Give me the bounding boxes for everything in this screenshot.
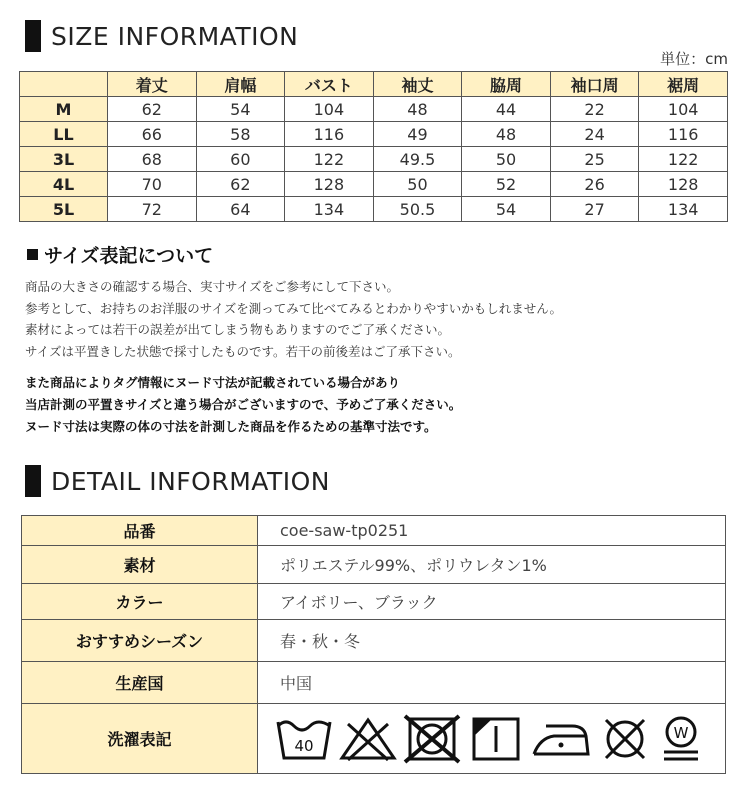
detail-label: 品番 <box>22 516 258 546</box>
size-row-label: LL <box>20 122 108 147</box>
table-cell: 54 <box>196 97 285 122</box>
note-line: サイズは平置きした状態で採寸したものです。若干の前後差はご了承下さい。 <box>25 343 461 359</box>
table-cell: 128 <box>639 172 728 197</box>
detail-value: coe-saw-tp0251 <box>258 516 726 546</box>
table-cell: 22 <box>550 97 639 122</box>
table-cell: 72 <box>108 197 197 222</box>
table-cell: 64 <box>196 197 285 222</box>
column-header: 裾周 <box>639 72 728 97</box>
table-row <box>22 584 726 620</box>
table-row <box>22 620 726 662</box>
warning-line: ヌード寸法は実際の体の寸法を計測した商品を作るための基準寸法です。 <box>25 419 437 434</box>
size-notes-title <box>27 241 213 268</box>
table-cell: 24 <box>550 122 639 147</box>
table-cell: 27 <box>550 197 639 222</box>
table-cell: 66 <box>108 122 197 147</box>
size-notes <box>25 276 562 362</box>
table-cell: 52 <box>462 172 551 197</box>
detail-label: 素材 <box>22 546 258 584</box>
table-cell: 116 <box>639 122 728 147</box>
wash-40-icon <box>274 714 334 764</box>
table-cell: 116 <box>285 122 374 147</box>
wet-clean-letter: W <box>673 723 689 742</box>
table-row <box>20 147 728 172</box>
detail-value: アイボリー、ブラック <box>258 584 726 620</box>
table-cell: 70 <box>108 172 197 197</box>
unit-label: 単位：cm <box>660 50 728 68</box>
table-cell: 62 <box>108 97 197 122</box>
column-header: 肩幅 <box>196 72 285 97</box>
section-marker <box>25 465 41 497</box>
table-cell: 50 <box>462 147 551 172</box>
column-header: バスト <box>285 72 374 97</box>
note-line: 参考として、お持ちのお洋服のサイズを測ってみて比べてみるとわかりやすいかもしれません。 <box>25 300 563 316</box>
table-row <box>20 172 728 197</box>
size-table-header-row <box>20 72 728 97</box>
no-bleach-icon <box>338 714 398 764</box>
detail-table <box>21 515 726 774</box>
no-dry-clean-icon <box>598 714 652 764</box>
iron-low-icon <box>530 714 594 764</box>
size-row-label: 4L <box>20 172 108 197</box>
care-icons <box>258 714 725 764</box>
size-notes-warning <box>25 372 461 438</box>
size-section-title: SIZE INFORMATION <box>51 21 299 51</box>
size-section-header <box>25 20 298 52</box>
table-cell: 58 <box>196 122 285 147</box>
wet-clean-gentle-icon <box>656 714 706 764</box>
table-cell: 134 <box>285 197 374 222</box>
table-cell: 122 <box>639 147 728 172</box>
warning-line: 当店計測の平置きサイズと違う場合がございますので、予めご了承ください。 <box>25 397 462 412</box>
wash-temp-label: 40 <box>294 736 314 755</box>
size-row-label: 5L <box>20 197 108 222</box>
size-row-label: 3L <box>20 147 108 172</box>
detail-label: 生産国 <box>22 662 258 704</box>
table-cell: 68 <box>108 147 197 172</box>
column-header: 袖口周 <box>550 72 639 97</box>
table-row <box>20 97 728 122</box>
table-cell: 60 <box>196 147 285 172</box>
detail-label: 洗濯表記 <box>22 704 258 774</box>
section-marker <box>25 20 41 52</box>
table-cell: 62 <box>196 172 285 197</box>
table-cell: 122 <box>285 147 374 172</box>
size-notes-title-text: サイズ表記について <box>44 245 214 267</box>
square-bullet-icon <box>27 249 38 260</box>
detail-value: 中国 <box>258 662 726 704</box>
table-cell: 128 <box>285 172 374 197</box>
table-cell: 134 <box>639 197 728 222</box>
table-cell: 48 <box>462 122 551 147</box>
table-row <box>20 197 728 222</box>
table-cell: 54 <box>462 197 551 222</box>
table-cell: 48 <box>373 97 462 122</box>
note-line: 商品の大きさの確認する場合、実寸サイズをご参考にして下さい。 <box>25 279 400 294</box>
detail-section-header <box>25 465 330 497</box>
table-cell: 44 <box>462 97 551 122</box>
detail-value: 春・秋・冬 <box>258 620 726 662</box>
column-header: 着丈 <box>108 72 197 97</box>
care-icons-cell <box>258 704 726 774</box>
table-cell: 26 <box>550 172 639 197</box>
column-header: 袖丈 <box>373 72 462 97</box>
warning-line: また商品によりタグ情報にヌード寸法が記載されている場合があり <box>25 375 401 390</box>
table-row <box>22 546 726 584</box>
note-line: 素材によっては若干の誤差が出てしまう物もありますのでご了承ください。 <box>25 322 451 337</box>
detail-label: カラー <box>22 584 258 620</box>
line-dry-shade-icon <box>466 714 526 764</box>
table-row <box>22 516 726 546</box>
table-row <box>20 122 728 147</box>
table-cell: 50 <box>373 172 462 197</box>
table-row <box>22 704 726 774</box>
table-cell: 104 <box>285 97 374 122</box>
detail-value: ポリエステル99%、ポリウレタン1% <box>258 546 726 584</box>
table-cell: 104 <box>639 97 728 122</box>
column-header: 脇周 <box>462 72 551 97</box>
no-tumble-dry-icon <box>402 714 462 764</box>
detail-section-title: DETAIL INFORMATION <box>51 466 330 496</box>
table-cell: 49 <box>373 122 462 147</box>
table-cell: 25 <box>550 147 639 172</box>
table-row <box>22 662 726 704</box>
table-cell: 49.5 <box>373 147 462 172</box>
size-row-label: M <box>20 97 108 122</box>
detail-label: おすすめシーズン <box>22 620 258 662</box>
size-table-corner <box>20 72 108 97</box>
size-table <box>19 71 728 222</box>
table-cell: 50.5 <box>373 197 462 222</box>
